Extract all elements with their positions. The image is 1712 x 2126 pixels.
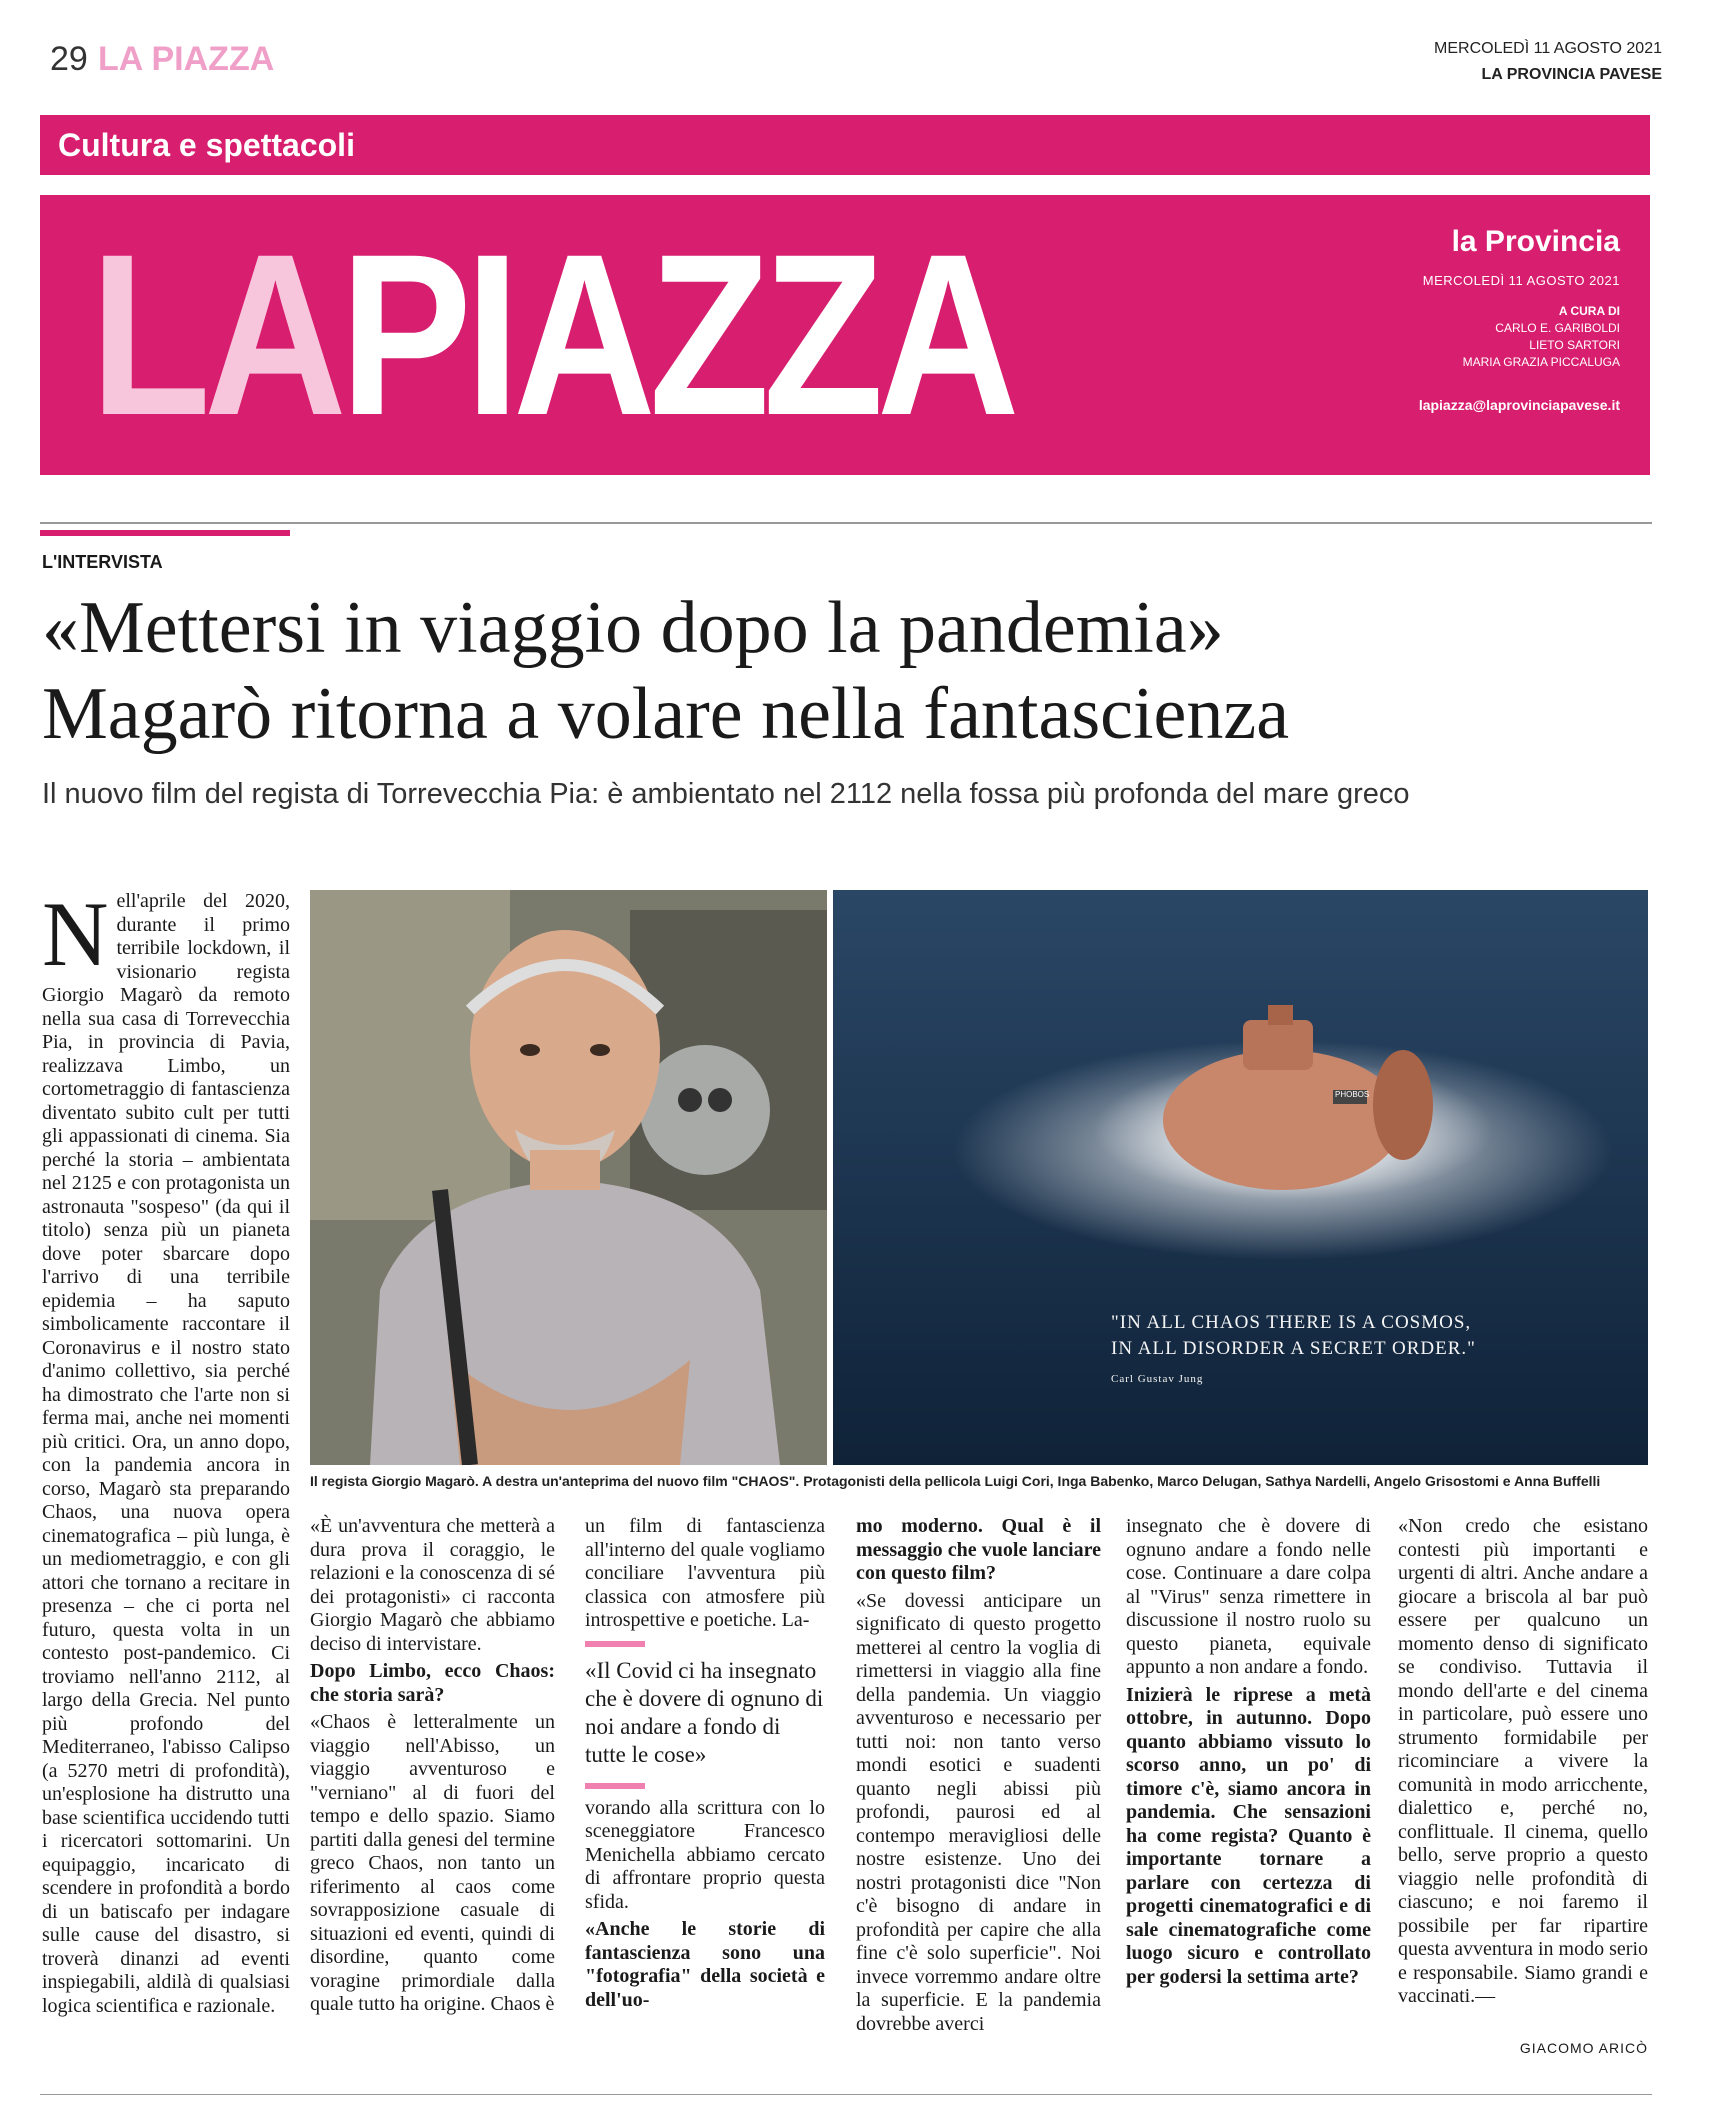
pullquote-rule xyxy=(585,1641,645,1647)
portrait-illustration xyxy=(310,890,827,1465)
publication-name: LA PROVINCIA PAVESE xyxy=(1481,66,1662,83)
article-column-6 xyxy=(1398,1515,1648,2013)
divider xyxy=(40,522,1652,524)
editor-name: MARIA GRAZIA PICCALUGA xyxy=(1462,355,1620,369)
editor-name: LIETO SARTORI xyxy=(1529,338,1620,352)
paragraph: un film di fantascienza all'interno del quale vogliamo conciliare l'avventura più classica con atmosfere più introspettive e poetiche. La- xyxy=(585,1515,825,1631)
masthead-date: MERCOLEDÌ 11 AGOSTO 2021 xyxy=(1422,273,1620,288)
interview-question: Dopo Limbo, ecco Chaos: che storia sarà? xyxy=(310,1660,555,1706)
curated-by-label: A CURA DI xyxy=(1558,304,1620,318)
article-column-5 xyxy=(1126,1515,1371,1993)
pull-quote: «Il Covid ci ha insegnato che è dovere di ognuno di noi andare a fondo di tutte le cose» xyxy=(585,1657,824,1767)
publication-date: MERCOLEDÌ 11 AGOSTO 2021 xyxy=(1434,40,1662,57)
accent-rule xyxy=(40,530,290,536)
photo-caption: Il regista Giorgio Magarò. A destra un'anteprima del nuovo film "CHAOS". Protagonisti della pellicola Luigi Cori, Inga Babenko, Marco Delugan, Sathya Nardelli, Angelo Grisostomi e Anna Buffelli xyxy=(310,1473,1601,1489)
article-column-3 xyxy=(585,1515,825,2016)
paragraph: «Non credo che esistano contesti più importanti e urgenti di altri. Anche andare a giocare a briscola al bar può essere per qualcuno un momento denso di significato se condiviso. Tuttavia il mondo dell'arte e del cinema in particolare, può essere uno strumento formidabile per ricominciare a vivere la comunità in modo arricchente, dialettico e, perché no, conflittuale. Il cinema, quello bello, serve proprio a questo viaggio nelle profondità di ciascuno; e noi faremo il possibile per far ripartire questa avventura in modo serio e responsabile. Siamo grandi e vaccinati.— xyxy=(1398,1515,1648,2007)
article-kicker: L'INTERVISTA xyxy=(42,552,163,572)
article-column-4 xyxy=(856,1515,1101,2040)
section-name: LA PIAZZA xyxy=(98,40,275,78)
drop-cap: N xyxy=(42,883,109,985)
quote-line-2: IN ALL DISORDER A SECRET ORDER." xyxy=(1111,1338,1476,1359)
quote-attribution: Carl Gustav Jung xyxy=(1111,1373,1204,1385)
pullquote-rule xyxy=(585,1783,645,1789)
section-banner xyxy=(40,115,1650,175)
paragraph: insegnato che è dovere di ognuno andare a fondo nelle cose. Continuare a dare colpa al "Virus" senza rimettere in discussione il nostro ruolo su questo pianeta, equivale appunto a non andare a fondo. xyxy=(1126,1515,1371,1678)
byline: GIACOMO ARICÒ xyxy=(1519,2040,1648,2056)
editor-name: CARLO E. GARIBOLDI xyxy=(1495,321,1620,335)
article-subhead: Il nuovo film del regista di Torrevecchia Pia: è ambientato nel 2112 nella fossa più profonda del mare greco xyxy=(42,778,1410,810)
sub-hull-label: PHOBOS xyxy=(1335,1090,1370,1099)
page-number: 29 xyxy=(50,40,88,78)
quote-line-1: "IN ALL CHAOS THERE IS A COSMOS, xyxy=(1111,1312,1472,1333)
chaos-film-still xyxy=(833,890,1648,1465)
paper-logo: la Provincia xyxy=(1451,225,1620,258)
article-headline xyxy=(42,585,1662,757)
section-banner-label: Cultura e spettacoli xyxy=(58,127,355,163)
headline-line-2: Magarò ritorna a volare nella fantascienza xyxy=(42,673,1290,755)
article-column-2 xyxy=(310,1515,555,2021)
masthead xyxy=(40,195,1650,475)
masthead-piazza: PIAZZA xyxy=(339,206,1013,463)
masthead-logo xyxy=(90,206,1013,463)
portrait-photo xyxy=(310,890,827,1465)
page-header xyxy=(50,40,1662,120)
masthead-info xyxy=(1320,225,1620,413)
interview-question: Inizierà le riprese a metà ottobre, in autunno. Dopo quanto abbiamo vissuto lo scorso anno, un po' di timore c'è, siamo ancora in pandemia. Che sensazioni ha come regista? Quanto è importante tornare a parlare con certezza di progetti cinematografici e di sale cinematografiche come luogo sicuro e controllato per godersi la settima arte? xyxy=(1126,1683,1371,1988)
masthead-la: LA xyxy=(90,206,340,463)
paragraph: «Chaos è letteralmente un viaggio nell'Abisso, un viaggio avventuroso e "verniano" al di fuori del tempo e dello spazio. Siamo partiti dalla genesi del termine greco Chaos, non tanto un riferimento al caos come sovrapposizione casuale di situazioni ed eventi, quindi di disordine, quanto come voragine primordiale dalla quale tutto ha origine. Chaos è xyxy=(310,1711,555,2015)
masthead-email[interactable]: lapiazza@laprovinciapavese.it xyxy=(1418,397,1620,413)
article-column-1 xyxy=(42,883,290,2018)
film-quote xyxy=(1111,1310,1631,1392)
headline-line-1: «Mettersi in viaggio dopo la pandemia» xyxy=(42,587,1224,669)
paragraph: «Se dovessi anticipare un significato di questo progetto metterei al centro la voglia di rimettersi in viaggio alla fine della pandemia. Un viaggio avventuroso e necessario per tutti noi: non tanto verso mondi esotici e suadenti quanto negli abissi più profondi, paurosi ed al contempo meravigliosi delle nostre esistenze. Uno dei nostri protagonisti dice "Non c'è bisogno di andare in profondità per capire che alla fine c'è solo superficie". Noi invece vorremmo andare oltre la superficie. E la pandemia dovrebbe averci xyxy=(856,1589,1101,2035)
column-text: ell'aprile del 2020, durante il primo terribile lockdown, il visionario regista Giorgio Magarò da remoto nella sua casa di Torrevecchia Pia, in provincia di Pavia, realizzava Limbo, un cortometraggio di fantascienza diventato subito cult per tutti gli appassionati di cinema. Sia perché la storia – ambientata nel 2125 e con protagonista un astronauta "sospeso" (da qui il titolo) senza più un pianeta dove poter sbarcare dopo l'arrivo di una terribile epidemia – ha saputo simbolicamente raccontare il Coronavirus e il nostro stato d'animo collettivo, sia perché ha dimostrato che l'arte non si ferma mai, anche nei momenti più critici. Ora, un anno dopo, con la pandemia ancora in corso, Magarò sta preparando Chaos, una nuova opera cinematografica – più lunga, è un mediometraggio, e con gli attori che tornano a recitare in presenza – che ci porta nel futuro, questa volta in un contesto post-pandemico. Ci troviamo nell'anno 2112, al largo della Grecia. Nel punto più profondo del Mediterraneo, l'abisso Calipso (a 5270 metri di profondità), un'esplosione ha distrutto una base scientifica uccidendo tutti i ricercatori sottomarini. Un equipaggio, incaricato di scendere in profondità a bordo di un batiscafo per indagare sulle cause del disastro, si troverà dinanzi ad eventi inspiegabili, aldilà di qualsiasi logica scientifica e razionale. xyxy=(42,890,290,2017)
paragraph: vorando alla scrittura con lo sceneggiatore Francesco Menichella abbiamo cercato di affrontare proprio questa sfida. xyxy=(585,1796,825,1913)
interview-question: «Anche le storie di fantascienza sono una "fotografia" della società e dell'uo- xyxy=(585,1918,825,2011)
interview-question: mo moderno. Qual è il messaggio che vuole lanciare con questo film? xyxy=(856,1515,1101,1584)
paragraph: «È un'avventura che metterà a dura prova il coraggio, le relazioni e la conoscenza di sé dei protagonisti» ci racconta Giorgio Magarò che abbiamo deciso di intervistare. xyxy=(310,1515,555,1655)
bottom-divider xyxy=(40,2094,1652,2095)
